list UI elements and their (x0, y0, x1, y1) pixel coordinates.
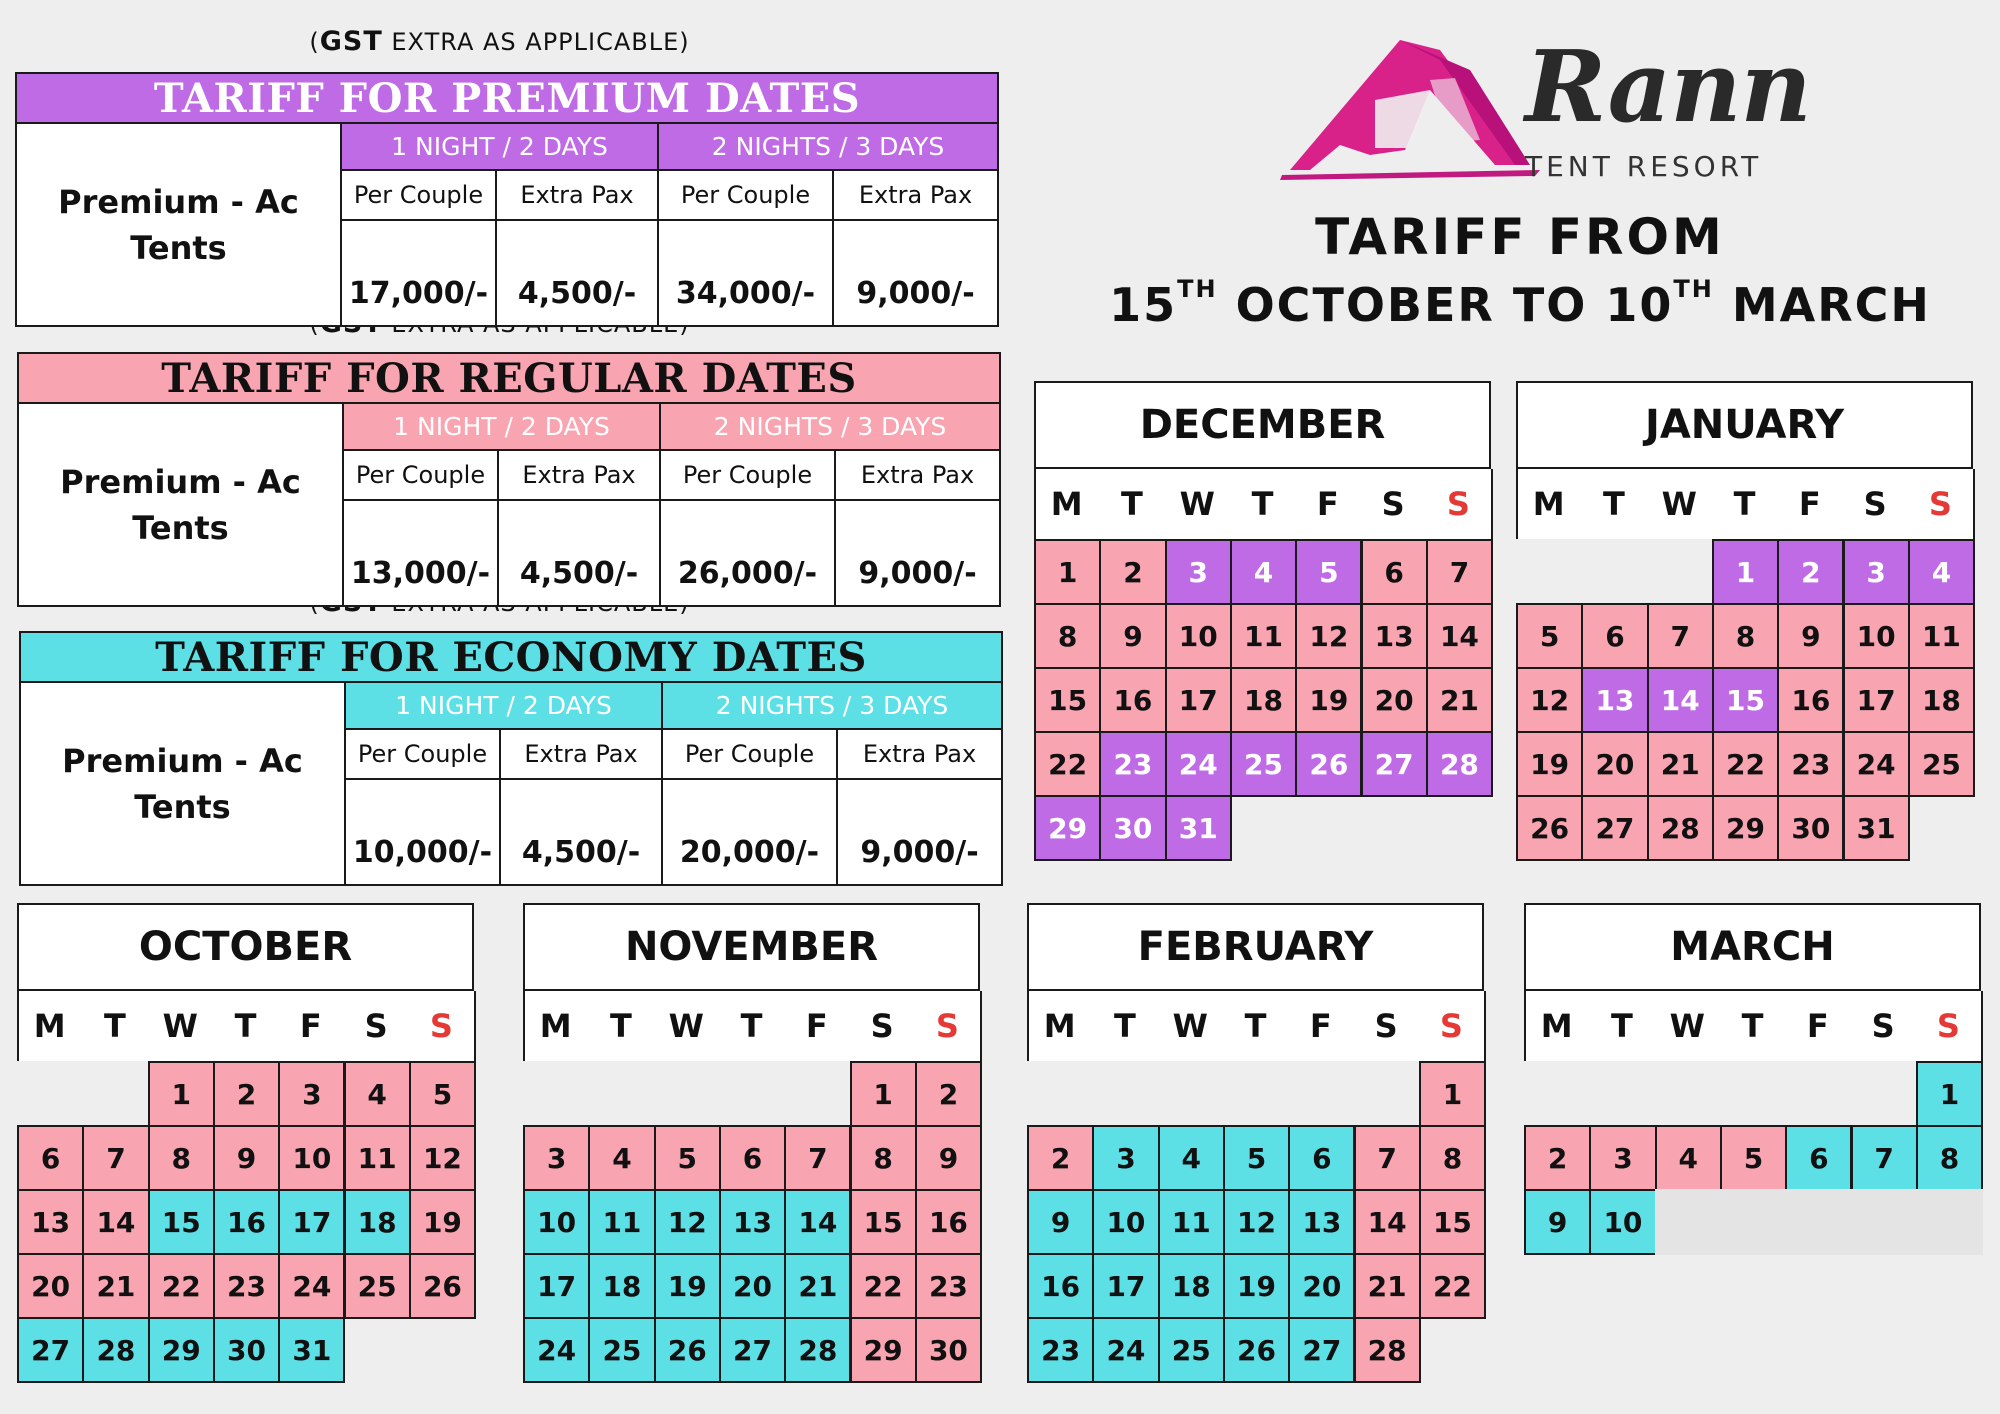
weekday-label: S (935, 1007, 959, 1045)
weekday-label: F (1316, 485, 1339, 523)
calendar-day: 9 (1524, 1189, 1591, 1255)
weekday-label: S (1936, 1007, 1960, 1045)
calendar-day: 13 (1581, 667, 1648, 733)
weekday-label: W (162, 1007, 198, 1045)
calendar-day: 4 (344, 1061, 411, 1127)
calendar-day: 7 (1354, 1125, 1421, 1191)
calendar-day: 2 (213, 1061, 280, 1127)
weekday-label: T (1121, 485, 1143, 523)
price-cell: 26,000/- (660, 500, 835, 606)
calendar-day: 19 (1223, 1253, 1290, 1319)
calendar-day: 29 (1712, 795, 1779, 861)
tariff-title: TARIFF FOR REGULAR DATES (18, 353, 1000, 403)
calendar-november (523, 903, 980, 1381)
price-cell: 34,000/- (658, 220, 833, 326)
calendar-day: 10 (523, 1189, 590, 1255)
room-type: Premium - Ac Tents (20, 682, 345, 885)
per-couple-header: Per Couple (660, 450, 835, 500)
calendar-day: 30 (1777, 795, 1844, 861)
calendar-day: 28 (1647, 795, 1714, 861)
calendar-day: 8 (1916, 1125, 1983, 1191)
price-cell: 4,500/- (498, 500, 660, 606)
calendar-day: 19 (654, 1253, 721, 1319)
calendar-day: 5 (1516, 603, 1583, 669)
weekday-label: S (1439, 1007, 1463, 1045)
calendar-day: 9 (915, 1125, 982, 1191)
calendar-day: 11 (1158, 1189, 1225, 1255)
calendar-day: 10 (278, 1125, 345, 1191)
weekday-label: W (1179, 485, 1215, 523)
calendar-day: 26 (409, 1253, 476, 1319)
calendar-day: 14 (1426, 603, 1493, 669)
extra-pax-header: Extra Pax (498, 450, 660, 500)
calendar-day: 3 (1165, 539, 1232, 605)
calendar-day: 4 (1230, 539, 1297, 605)
calendar-day: 5 (1720, 1125, 1787, 1191)
calendar-day: 28 (1426, 731, 1493, 797)
calendar-day: 16 (915, 1189, 982, 1255)
calendar-day: 31 (1165, 795, 1232, 861)
weekday-label: T (1733, 485, 1756, 523)
weekday-label: S (1446, 485, 1470, 523)
calendar-day: 22 (850, 1253, 917, 1319)
calendar-day: 19 (409, 1189, 476, 1255)
price-cell: 10,000/- (345, 779, 500, 885)
calendar-day: 4 (588, 1125, 655, 1191)
calendar-day: 1 (1419, 1061, 1486, 1127)
calendar-day: 20 (1581, 731, 1648, 797)
weekday-label: S (1863, 485, 1887, 523)
weekday-label: T (1741, 1007, 1764, 1045)
calendar-day: 11 (1230, 603, 1297, 669)
calendar-day: 15 (1712, 667, 1779, 733)
weekday-label: S (1928, 485, 1952, 523)
one-night-header: 1 NIGHT / 2 DAYS (343, 403, 660, 450)
weekday-label: M (1532, 485, 1565, 523)
weekday-label: T (1611, 1007, 1633, 1045)
calendar-day: 2 (1777, 539, 1844, 605)
calendar-day: 13 (1288, 1189, 1355, 1255)
calendar-empty-cell (1655, 1189, 1722, 1255)
weekday-label: T (234, 1007, 257, 1045)
calendar-day: 20 (1288, 1253, 1355, 1319)
calendar-day: 17 (1843, 667, 1910, 733)
calendar-march (1524, 903, 1981, 1253)
extra-pax-header: Extra Pax (835, 450, 1000, 500)
calendar-day: 20 (719, 1253, 786, 1319)
tariff-date-range: 15TH OCTOBER TO 10TH MARCH (1109, 275, 1931, 332)
calendar-december (1034, 381, 1491, 859)
calendar-october (17, 903, 474, 1381)
calendar-day: 12 (654, 1189, 721, 1255)
calendar-day: 17 (278, 1189, 345, 1255)
calendar-day: 8 (850, 1125, 917, 1191)
weekday-label: M (33, 1007, 66, 1045)
calendar-day: 20 (17, 1253, 84, 1319)
extra-pax-header: Extra Pax (496, 170, 658, 220)
price-cell: 17,000/- (341, 220, 496, 326)
calendar-day: 27 (17, 1317, 84, 1383)
price-cell: 20,000/- (662, 779, 837, 885)
tariff-title: TARIFF FOR PREMIUM DATES (16, 73, 998, 123)
calendar-day: 25 (1908, 731, 1975, 797)
per-couple-header: Per Couple (345, 729, 500, 779)
calendar-day: 24 (523, 1317, 590, 1383)
calendar-day: 14 (82, 1189, 149, 1255)
calendar-day: 12 (1516, 667, 1583, 733)
calendar-day: 2 (1524, 1125, 1591, 1191)
weekday-label: T (1244, 1007, 1267, 1045)
calendar-day: 2 (1027, 1125, 1094, 1191)
calendar-day: 25 (1158, 1317, 1225, 1383)
weekday-label: S (1374, 1007, 1398, 1045)
weekday-label: T (1603, 485, 1625, 523)
extra-pax-header: Extra Pax (500, 729, 662, 779)
calendar-day: 1 (1034, 539, 1101, 605)
calendar-day: 6 (1581, 603, 1648, 669)
calendar-empty-cell (1720, 1189, 1787, 1255)
extra-pax-header: Extra Pax (837, 729, 1002, 779)
price-cell: 4,500/- (500, 779, 662, 885)
weekday-label: S (429, 1007, 453, 1045)
calendar-day: 6 (1288, 1125, 1355, 1191)
two-nights-header: 2 NIGHTS / 3 DAYS (660, 403, 1000, 450)
per-couple-header: Per Couple (662, 729, 837, 779)
weekday-label: S (1871, 1007, 1895, 1045)
two-nights-header: 2 NIGHTS / 3 DAYS (662, 682, 1002, 729)
calendar-day: 9 (1777, 603, 1844, 669)
calendar-day: 28 (784, 1317, 851, 1383)
calendar-day: 31 (278, 1317, 345, 1383)
calendar-day: 18 (588, 1253, 655, 1319)
calendar-day: 9 (213, 1125, 280, 1191)
calendar-day: 21 (82, 1253, 149, 1319)
calendar-day: 21 (1354, 1253, 1421, 1319)
weekday-label: W (1172, 1007, 1208, 1045)
calendar-day: 9 (1027, 1189, 1094, 1255)
calendar-day: 27 (1288, 1317, 1355, 1383)
calendar-day: 29 (1034, 795, 1101, 861)
calendar-day: 22 (1419, 1253, 1486, 1319)
calendar-day: 11 (588, 1189, 655, 1255)
room-type: Premium - Ac Tents (18, 403, 343, 606)
calendar-day: 19 (1295, 667, 1362, 733)
weekday-label: W (1661, 485, 1697, 523)
calendar-day: 12 (1223, 1189, 1290, 1255)
weekday-label: M (1043, 1007, 1076, 1045)
calendar-day: 18 (1230, 667, 1297, 733)
calendar-empty-cell (1851, 1189, 1918, 1255)
weekday-label: W (1669, 1007, 1705, 1045)
calendar-day: 22 (1034, 731, 1101, 797)
tariff-table-economy (19, 631, 1003, 886)
calendar-day: 27 (1361, 731, 1428, 797)
calendar-day: 23 (1027, 1317, 1094, 1383)
calendar-day: 25 (1230, 731, 1297, 797)
calendar-day: 5 (409, 1061, 476, 1127)
price-cell: 4,500/- (496, 220, 658, 326)
weekday-label: S (1381, 485, 1405, 523)
calendar-day: 28 (1354, 1317, 1421, 1383)
calendar-day: 16 (1099, 667, 1166, 733)
room-type: Premium - Ac Tents (16, 123, 341, 326)
calendar-day: 4 (1908, 539, 1975, 605)
calendar-day: 12 (409, 1125, 476, 1191)
calendar-day: 15 (1034, 667, 1101, 733)
calendar-january (1516, 381, 1973, 859)
price-cell: 9,000/- (833, 220, 998, 326)
gst-note: (GST EXTRA AS APPLICABLE) (309, 26, 690, 57)
tariff-table-regular (17, 352, 1001, 607)
extra-pax-header: Extra Pax (833, 170, 998, 220)
month-name: FEBRUARY (1027, 903, 1484, 991)
brand-name: Rann (1525, 30, 1811, 145)
weekday-label: T (104, 1007, 126, 1045)
calendar-day: 29 (148, 1317, 215, 1383)
calendar-day: 4 (1158, 1125, 1225, 1191)
weekday-label: F (1309, 1007, 1332, 1045)
calendar-day: 7 (1647, 603, 1714, 669)
calendar-day: 30 (1099, 795, 1166, 861)
calendar-day: 2 (915, 1061, 982, 1127)
calendar-day: 5 (1223, 1125, 1290, 1191)
calendar-day: 21 (784, 1253, 851, 1319)
weekday-label: M (1540, 1007, 1573, 1045)
weekday-label: F (299, 1007, 322, 1045)
calendar-day: 23 (1099, 731, 1166, 797)
weekday-label: S (364, 1007, 388, 1045)
calendar-day: 15 (148, 1189, 215, 1255)
calendar-day: 17 (523, 1253, 590, 1319)
calendar-day: 24 (278, 1253, 345, 1319)
calendar-day: 19 (1516, 731, 1583, 797)
per-couple-header: Per Couple (658, 170, 833, 220)
weekday-label: F (805, 1007, 828, 1045)
calendar-day: 22 (148, 1253, 215, 1319)
calendar-day: 18 (1158, 1253, 1225, 1319)
calendar-day: 14 (1647, 667, 1714, 733)
calendar-day: 8 (1712, 603, 1779, 669)
calendar-day: 6 (1785, 1125, 1852, 1191)
weekday-label: F (1806, 1007, 1829, 1045)
month-name: OCTOBER (17, 903, 474, 991)
calendar-day: 30 (213, 1317, 280, 1383)
calendar-day: 6 (1361, 539, 1428, 605)
weekday-label: M (539, 1007, 572, 1045)
calendar-day: 6 (719, 1125, 786, 1191)
calendar-day: 15 (850, 1189, 917, 1255)
calendar-day: 8 (1419, 1125, 1486, 1191)
weekday-label: T (1114, 1007, 1136, 1045)
calendar-day: 28 (82, 1317, 149, 1383)
calendar-day: 8 (1034, 603, 1101, 669)
one-night-header: 1 NIGHT / 2 DAYS (345, 682, 662, 729)
calendar-day: 13 (719, 1189, 786, 1255)
calendar-day: 23 (1777, 731, 1844, 797)
calendar-day: 23 (213, 1253, 280, 1319)
calendar-day: 22 (1712, 731, 1779, 797)
calendar-day: 9 (1099, 603, 1166, 669)
calendar-day: 10 (1843, 603, 1910, 669)
calendar-day: 15 (1419, 1189, 1486, 1255)
calendar-day: 25 (588, 1317, 655, 1383)
calendar-day: 11 (344, 1125, 411, 1191)
calendar-day: 3 (1843, 539, 1910, 605)
calendar-day: 1 (1712, 539, 1779, 605)
calendar-day: 16 (213, 1189, 280, 1255)
price-cell: 13,000/- (343, 500, 498, 606)
calendar-day: 24 (1092, 1317, 1159, 1383)
calendar-day: 1 (148, 1061, 215, 1127)
weekday-label: T (740, 1007, 763, 1045)
calendar-day: 18 (344, 1189, 411, 1255)
price-cell: 9,000/- (837, 779, 1002, 885)
weekday-label: F (1798, 485, 1821, 523)
calendar-day: 31 (1843, 795, 1910, 861)
calendar-day: 24 (1165, 731, 1232, 797)
calendar-day: 17 (1092, 1253, 1159, 1319)
calendar-day: 13 (1361, 603, 1428, 669)
calendar-day: 3 (1589, 1125, 1656, 1191)
calendar-day: 13 (17, 1189, 84, 1255)
calendar-day: 24 (1843, 731, 1910, 797)
per-couple-header: Per Couple (341, 170, 496, 220)
calendar-day: 12 (1295, 603, 1362, 669)
weekday-label: T (610, 1007, 632, 1045)
calendar-day: 6 (17, 1125, 84, 1191)
calendar-day: 17 (1165, 667, 1232, 733)
calendar-day: 21 (1426, 667, 1493, 733)
calendar-day: 1 (850, 1061, 917, 1127)
calendar-day: 20 (1361, 667, 1428, 733)
calendar-day: 25 (344, 1253, 411, 1319)
calendar-day: 30 (915, 1317, 982, 1383)
weekday-label: T (1251, 485, 1274, 523)
month-name: NOVEMBER (523, 903, 980, 991)
tariff-heading: TARIFF FROM (1315, 208, 1725, 266)
calendar-day: 18 (1908, 667, 1975, 733)
calendar-day: 26 (1516, 795, 1583, 861)
month-name: DECEMBER (1034, 381, 1491, 469)
calendar-day: 4 (1655, 1125, 1722, 1191)
calendar-day: 10 (1589, 1189, 1656, 1255)
calendar-day: 14 (1354, 1189, 1421, 1255)
per-couple-header: Per Couple (343, 450, 498, 500)
calendar-day: 2 (1099, 539, 1166, 605)
price-cell: 9,000/- (835, 500, 1000, 606)
weekday-label: M (1050, 485, 1083, 523)
brand-subtitle: TENT RESORT (1525, 150, 1763, 183)
calendar-day: 26 (654, 1317, 721, 1383)
calendar-day: 26 (1223, 1317, 1290, 1383)
calendar-day: 10 (1092, 1189, 1159, 1255)
calendar-day: 14 (784, 1189, 851, 1255)
tariff-table-premium (15, 72, 999, 327)
calendar-day: 3 (1092, 1125, 1159, 1191)
calendar-day: 5 (1295, 539, 1362, 605)
two-nights-header: 2 NIGHTS / 3 DAYS (658, 123, 998, 170)
calendar-day: 27 (1581, 795, 1648, 861)
calendar-day: 26 (1295, 731, 1362, 797)
calendar-day: 10 (1165, 603, 1232, 669)
weekday-label: S (870, 1007, 894, 1045)
weekday-label: W (668, 1007, 704, 1045)
calendar-day: 3 (523, 1125, 590, 1191)
calendar-day: 7 (1851, 1125, 1918, 1191)
calendar-day: 27 (719, 1317, 786, 1383)
calendar-day: 7 (784, 1125, 851, 1191)
tariff-title: TARIFF FOR ECONOMY DATES (20, 632, 1002, 682)
calendar-day: 8 (148, 1125, 215, 1191)
calendar-empty-cell (1785, 1189, 1852, 1255)
calendar-day: 3 (278, 1061, 345, 1127)
calendar-day: 7 (82, 1125, 149, 1191)
month-name: MARCH (1524, 903, 1981, 991)
calendar-february (1027, 903, 1484, 1381)
calendar-day: 5 (654, 1125, 721, 1191)
calendar-day: 29 (850, 1317, 917, 1383)
calendar-day: 23 (915, 1253, 982, 1319)
calendar-day: 11 (1908, 603, 1975, 669)
calendar-day: 1 (1916, 1061, 1983, 1127)
calendar-empty-cell (1916, 1189, 1983, 1255)
calendar-day: 21 (1647, 731, 1714, 797)
calendar-day: 16 (1027, 1253, 1094, 1319)
calendar-day: 16 (1777, 667, 1844, 733)
calendar-day: 7 (1426, 539, 1493, 605)
one-night-header: 1 NIGHT / 2 DAYS (341, 123, 658, 170)
month-name: JANUARY (1516, 381, 1973, 469)
